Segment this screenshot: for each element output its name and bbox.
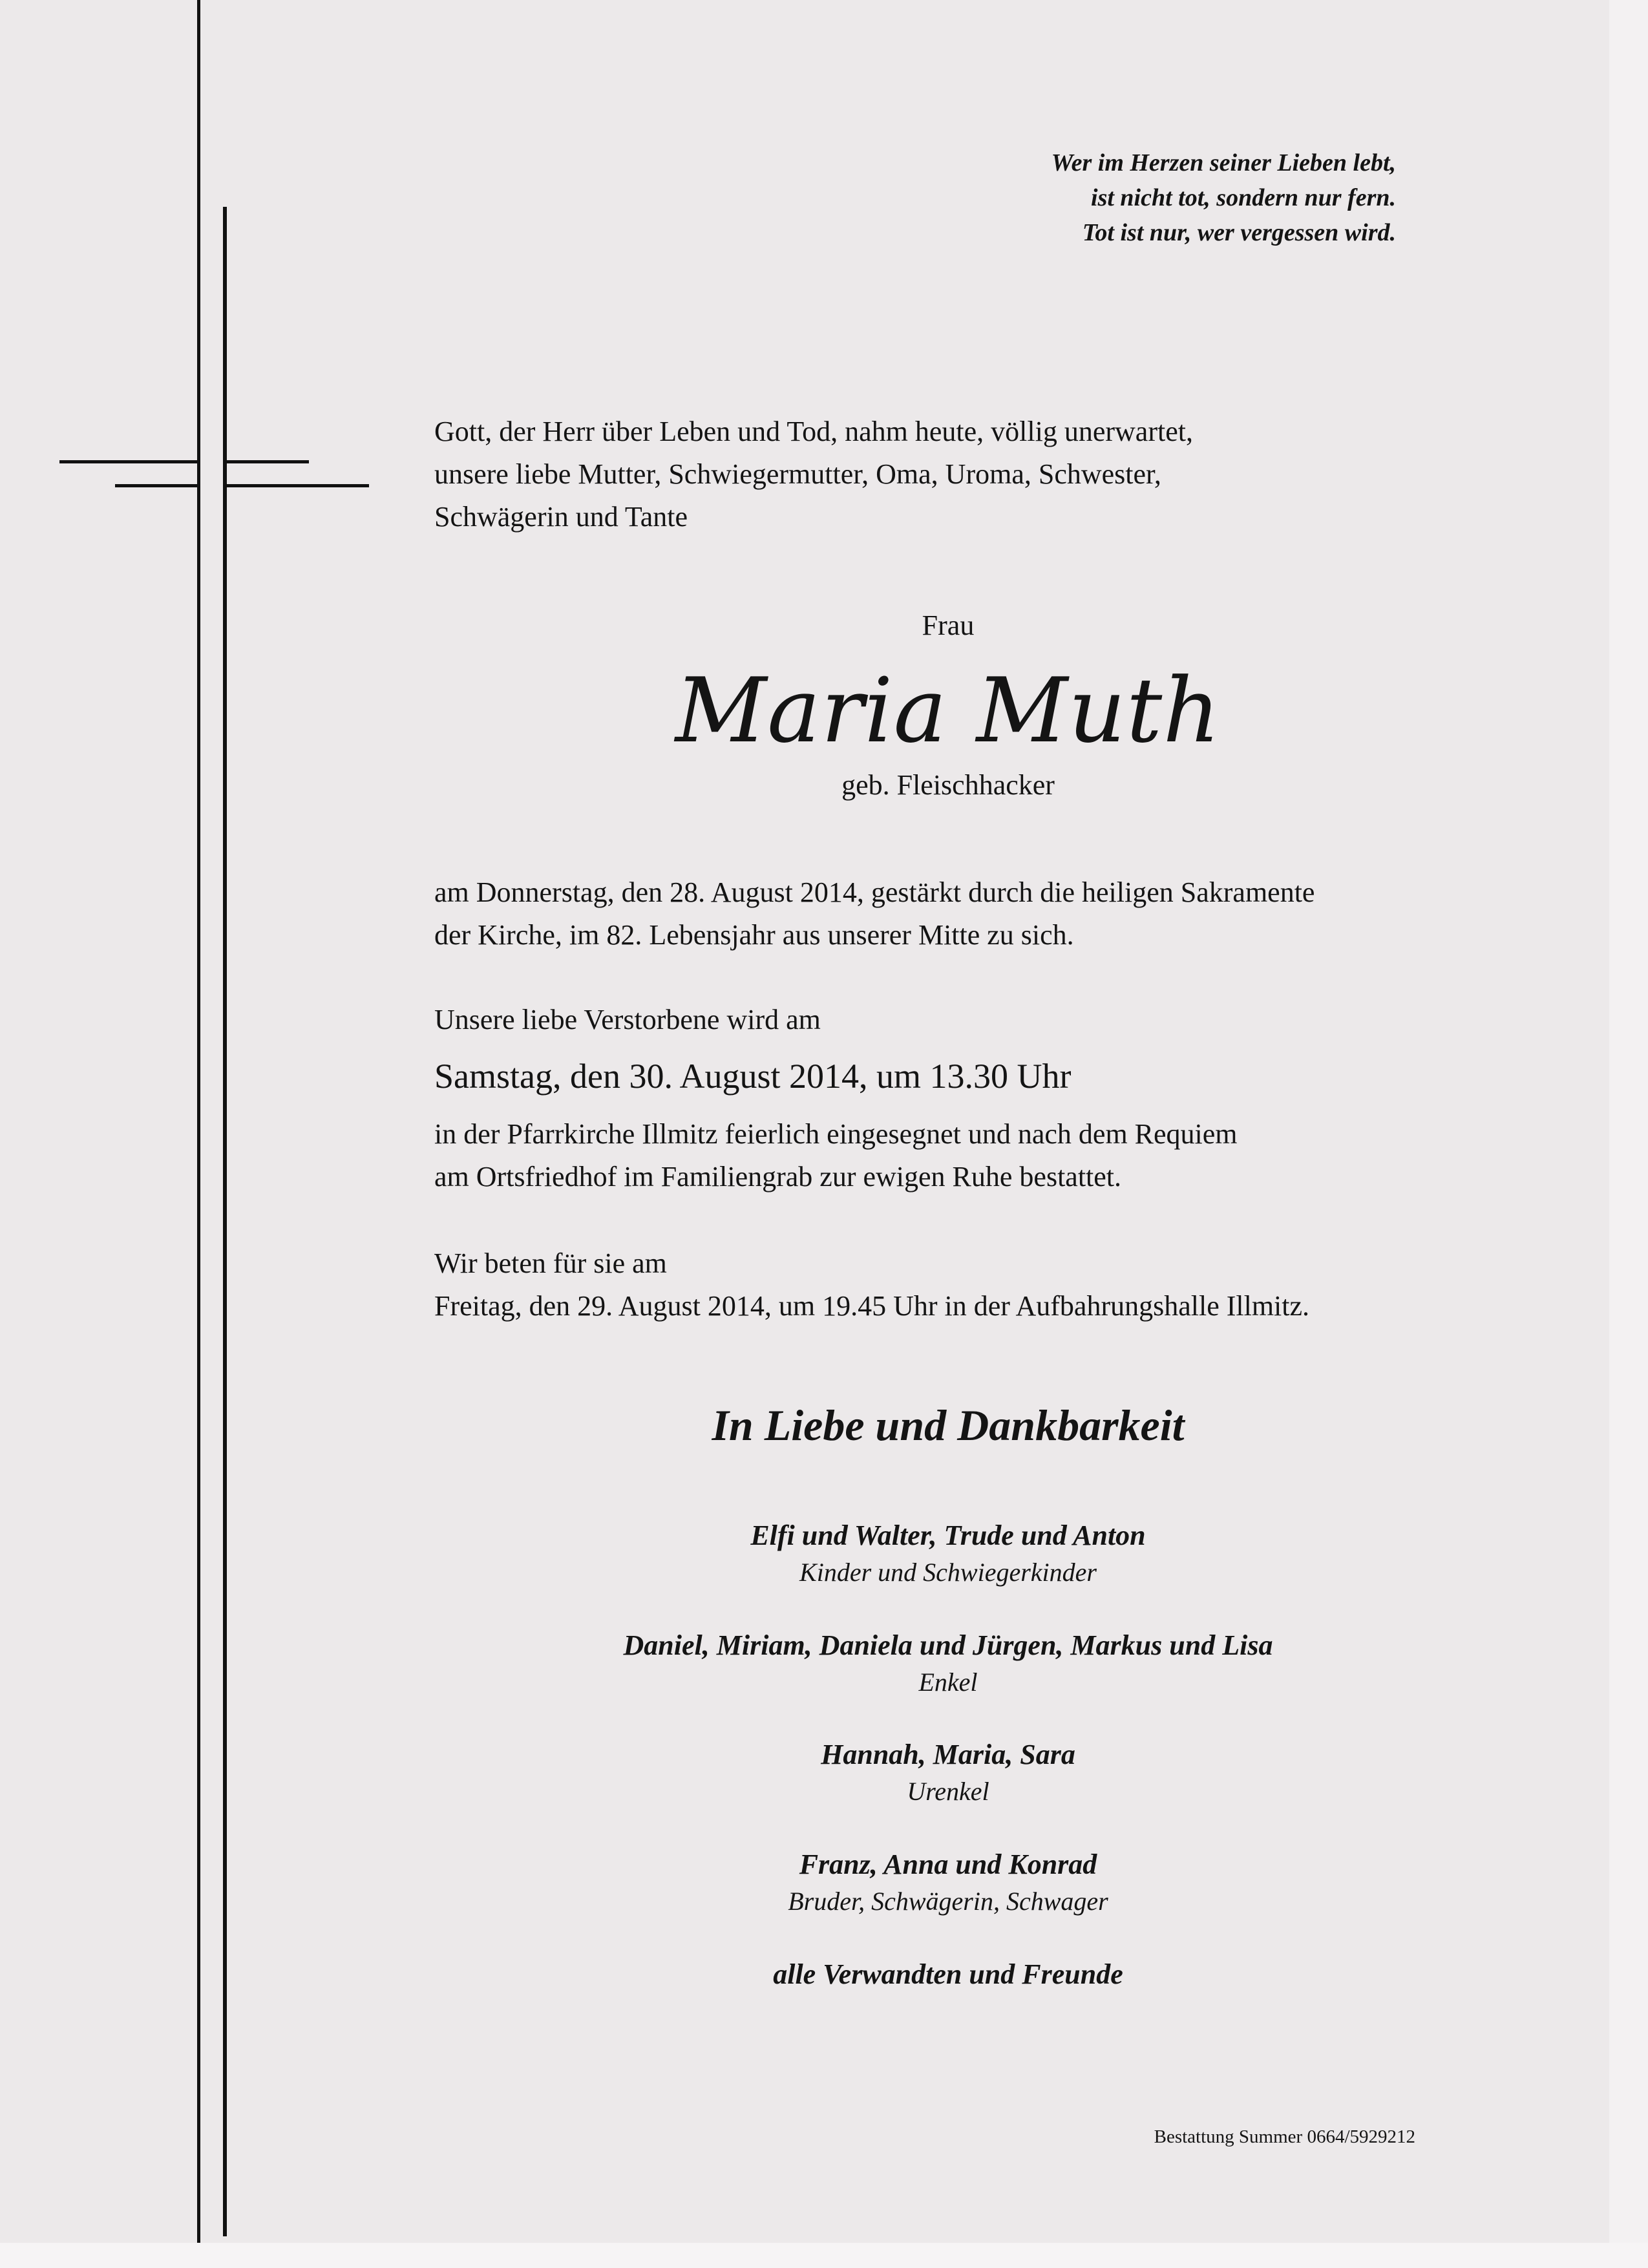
mourner-relation: Urenkel [907,1777,989,1806]
mourner-names: Elfi und Walter, Trude und Anton [750,1520,1146,1551]
prayer-line: Wir beten für sie am [434,1247,667,1279]
relatives-line: alle Verwandten und Freunde [773,1958,1123,1990]
death-line: am Donnerstag, den 28. August 2014, gestärkt durch die heiligen Sakramente [434,876,1315,908]
mourner-relation: Enkel [918,1668,978,1697]
cross-lower-right-arm [227,484,369,487]
intro-paragraph [434,410,1193,538]
death-line: der Kirche, im 82. Lebensjahr aus unserer Mitte zu sich. [434,919,1074,951]
funeral-paragraph [434,1113,1238,1198]
epigraph-line: Wer im Herzen seiner Lieben lebt, [1051,149,1396,176]
funeral-date: Samstag, den 30. August 2014, um 13.30 Uhr [434,1057,1072,1096]
page-edge-right [1609,0,1648,2268]
birth-name: geb. Fleischhacker [841,769,1055,801]
salutation: Frau [922,609,975,641]
intro-line: unsere liebe Mutter, Schwiegermutter, Oma, Uroma, Schwester, [434,458,1161,490]
cross-vertical-bar [223,207,227,2236]
mourner-relation: Bruder, Schwägerin, Schwager [788,1887,1108,1916]
prayer-line: Freitag, den 29. August 2014, um 19.45 Uhr in der Aufbahrungshalle Illmitz. [434,1290,1310,1322]
mourner-names: Hannah, Maria, Sara [821,1739,1075,1770]
intro-line: Schwägerin und Tante [434,501,688,533]
funeral-home-credit: Bestattung Summer 0664/5929212 [1154,2126,1415,2147]
closing-line: In Liebe und Dankbarkeit [712,1401,1185,1450]
funeral-line: am Ortsfriedhof im Familiengrab zur ewigen Ruhe bestattet. [434,1161,1122,1192]
epigraph-line: ist nicht tot, sondern nur fern. [1091,184,1396,211]
funeral-intro: Unsere liebe Verstorbene wird am [434,1004,821,1035]
mourner-names: Daniel, Miriam, Daniela und Jürgen, Markus und Lisa [623,1629,1273,1661]
mourner-relation: Kinder und Schwiegerkinder [799,1558,1097,1587]
epigraph-line: Tot ist nur, wer vergessen wird. [1082,219,1396,246]
cross-upper-left-arm [59,460,197,463]
page-edge-bottom [0,2243,1648,2268]
death-paragraph [434,871,1315,957]
prayer-paragraph [434,1242,1309,1328]
deceased-name: Maria Muth [675,659,1221,763]
intro-line: Gott, der Herr über Leben und Tod, nahm heute, völlig unerwartet, [434,416,1193,447]
cross-lower-left-arm [115,484,197,487]
epigraph [840,145,1396,250]
mourner-names: Franz, Anna und Konrad [799,1849,1097,1880]
funeral-line: in der Pfarrkirche Illmitz feierlich eingesegnet und nach dem Requiem [434,1118,1238,1150]
cross-upper-right-arm [227,460,309,463]
left-border-rule [197,0,200,2243]
